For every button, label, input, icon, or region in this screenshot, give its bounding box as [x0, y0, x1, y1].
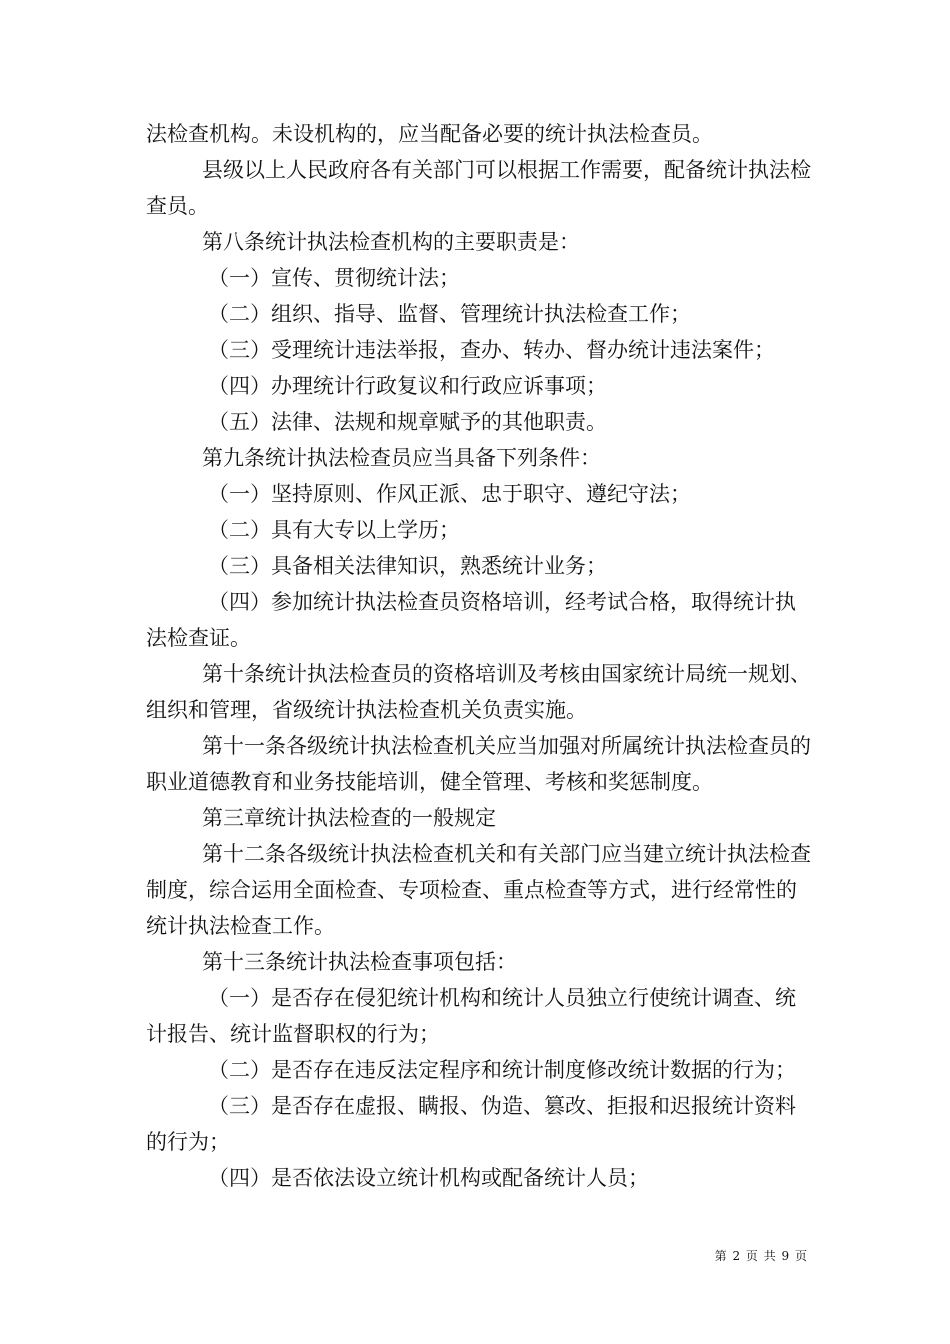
- list-item: （三）是否存在虚报、瞒报、伪造、篡改、拒报和迟报统计资料的行为；: [146, 1094, 796, 1154]
- list-item: （一）是否存在侵犯统计机构和统计人员独立行使统计调查、统计报告、统计监督职权的行为；: [146, 986, 796, 1046]
- article-heading: 第十三条统计执法检查事项包括：: [202, 950, 517, 974]
- article-heading: 第八条统计执法检查机构的主要职责是：: [202, 230, 580, 254]
- list-item: （三）具备相关法律知识，熟悉统计业务；: [208, 554, 607, 578]
- paragraph-line: 法检查机构。未设机构的，应当配备必要的统计执法检查员。: [146, 122, 713, 146]
- list-item: （二）组织、指导、监督、管理统计执法检查工作；: [208, 302, 691, 326]
- article-paragraph: 第十条统计执法检查员的资格培训及考核由国家统计局统一规划、组织和管理，省级统计执法检查机关负责实施。: [146, 662, 811, 722]
- article-paragraph: 第十二条各级统计执法检查机关和有关部门应当建立统计执法检查制度，综合运用全面检查、专项检查、重点检查等方式，进行经常性的统计执法检查工作。: [146, 842, 811, 938]
- list-item: （五）法律、法规和规章赋予的其他职责。: [208, 410, 607, 434]
- list-item: （四）是否依法设立统计机构或配备统计人员；: [208, 1166, 649, 1190]
- list-item: （一）宣传、贯彻统计法；: [208, 266, 460, 290]
- list-item: （二）具有大专以上学历；: [208, 518, 460, 542]
- article-paragraph: 第十一条各级统计执法检查机关应当加强对所属统计执法检查员的职业道德教育和业务技能培训，健全管理、考核和奖惩制度。: [146, 734, 811, 794]
- list-item: （二）是否存在违反法定程序和统计制度修改统计数据的行为；: [208, 1058, 796, 1082]
- list-item: （三）受理统计违法举报，查办、转办、督办统计违法案件；: [208, 338, 775, 362]
- list-item: （一）坚持原则、作风正派、忠于职守、遵纪守法；: [208, 482, 691, 506]
- page-number: 第 2 页 共 9 页: [714, 1249, 808, 1263]
- list-item: （四）参加统计执法检查员资格培训，经考试合格，取得统计执法检查证。: [146, 590, 796, 650]
- paragraph-line: 县级以上人民政府各有关部门可以根据工作需要，配备统计执法检查员。: [146, 158, 811, 218]
- document-body: [146, 116, 811, 1196]
- list-item: （四）办理统计行政复议和行政应诉事项；: [208, 374, 607, 398]
- article-heading: 第九条统计执法检查员应当具备下列条件：: [202, 446, 601, 470]
- chapter-heading: 第三章统计执法检查的一般规定: [202, 806, 496, 830]
